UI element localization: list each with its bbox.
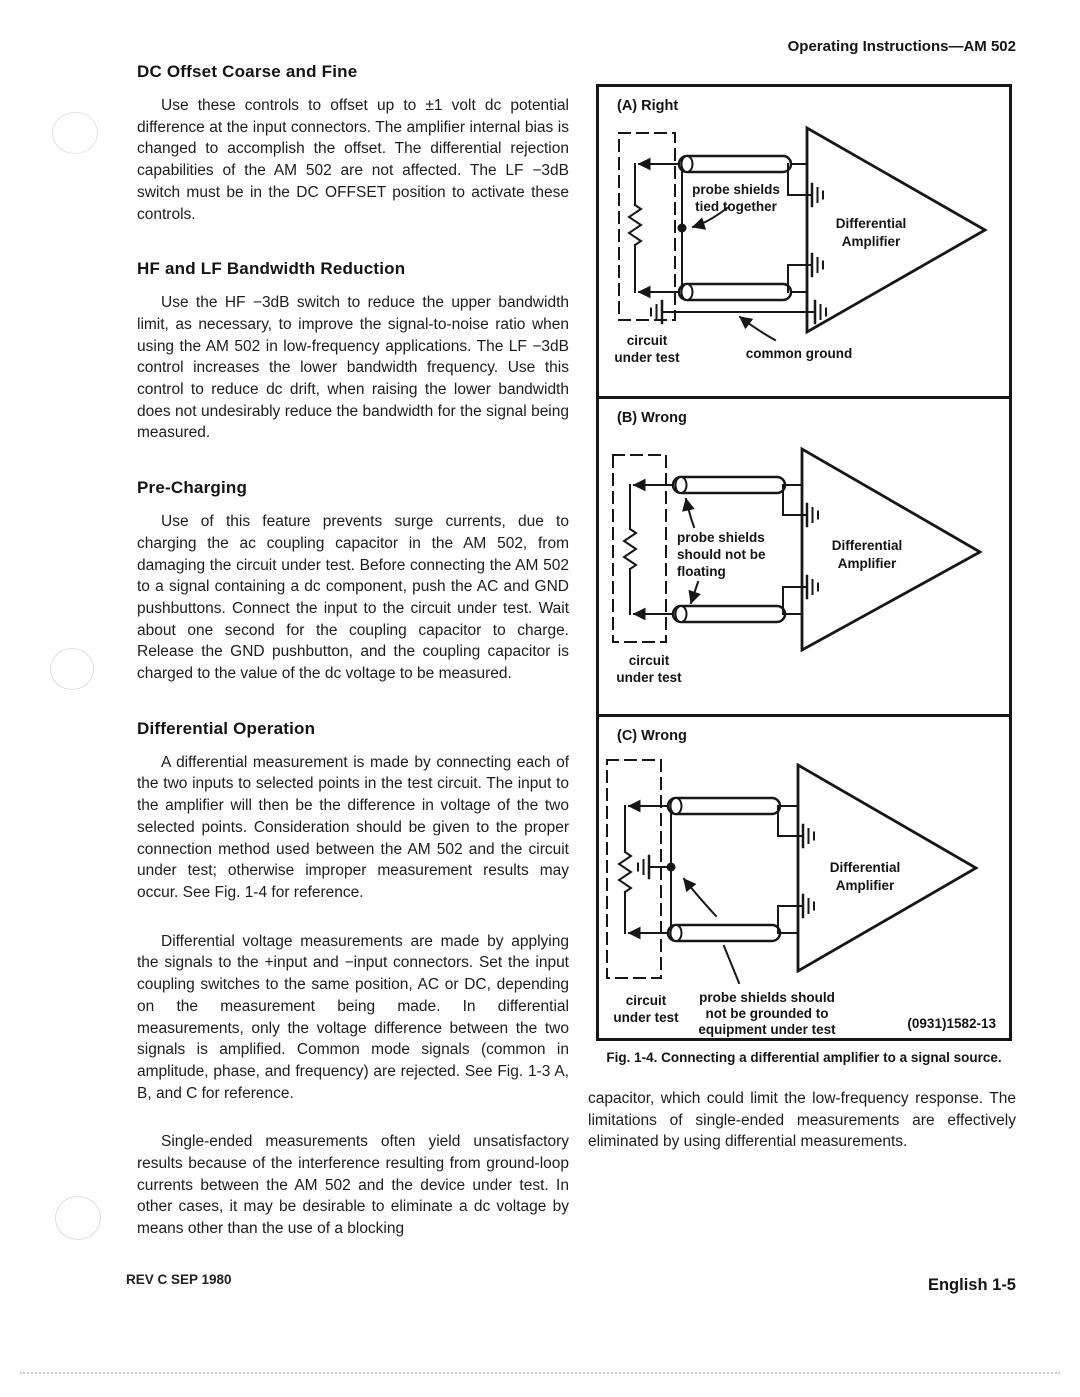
probe-cable-bottom xyxy=(629,925,797,941)
section-bandwidth-reduction xyxy=(137,259,569,444)
annotation-probe-shields: not be grounded to xyxy=(705,1006,829,1021)
annotation-probe-shields: should not be xyxy=(677,547,766,562)
scan-edge-artifact xyxy=(20,1372,1060,1374)
section-heading: Pre-Charging xyxy=(137,478,248,498)
figure-panel-a xyxy=(599,87,1009,396)
minus-input-ground-icon xyxy=(778,895,814,933)
common-ground-label: common ground xyxy=(745,346,853,361)
diagram-wrong-grounded-shields xyxy=(599,717,1009,1038)
annotation-probe-shields: tied together xyxy=(695,199,777,214)
annotation-probe-shields: equipment under test xyxy=(698,1022,836,1037)
circuit-under-test-label: circuit xyxy=(628,653,670,668)
probe-cable-top xyxy=(634,477,802,493)
continuation-paragraph: capacitor, which could limit the low-frequency response. The limitations of single-ended measurements are effectively eliminated by using differential measurements. xyxy=(588,1090,1016,1151)
section-dc-offset xyxy=(137,62,569,225)
figure-part-number: (0931)1582-13 xyxy=(907,1016,996,1031)
figure-panel-b xyxy=(599,396,1009,714)
amplifier-label: Differential xyxy=(829,860,901,875)
minus-input-ground-icon xyxy=(783,576,818,614)
resistor-symbol xyxy=(624,529,636,569)
annotation-arrow-common-ground xyxy=(740,317,775,340)
diagram-wrong-floating-shields xyxy=(599,399,1009,714)
annotation-probe-shields: probe shields should xyxy=(699,990,835,1005)
amplifier-label: Amplifier xyxy=(835,878,895,893)
amplifier-label: Differential xyxy=(835,216,907,231)
minus-input-ground-icon xyxy=(788,254,823,292)
body-paragraph: Use of this feature prevents surge currents, due to charging the ac coupling capacitor in the AM 502, from damaging the circuit under test. Before connecting the AM 502 to a signal containing a dc component, push the AC and GND pushbuttons. Connect the input to the circuit under test. Wait about one second for the coupling capacitor to charge. Release the GND pushbutton, and the coupling capacitor is charged to the value of the dc voltage to be measured. xyxy=(137,513,569,683)
circuit-under-test-label: circuit xyxy=(625,993,667,1008)
text-column xyxy=(137,62,569,1240)
revision-note: REV C SEP 1980 xyxy=(126,1272,232,1287)
resistor-symbol xyxy=(629,205,641,245)
section-heading: HF and LF Bandwidth Reduction xyxy=(137,259,406,279)
page-header-title: Operating Instructions—AM 502 xyxy=(787,38,1016,55)
annotation-probe-shields: probe shields xyxy=(677,530,765,545)
section-differential-operation xyxy=(137,719,569,1240)
shield-tie-junction-dot xyxy=(678,224,687,233)
body-paragraph: Single-ended measurements often yield unsatisfactory results because of the interference resulting from ground-loop currents between the AM 502 and the device under test. In other cases, it may be desirable to eliminate a dc voltage by means other than the use of a blocking xyxy=(137,1133,569,1238)
panel-b-label: (B) Wrong xyxy=(617,410,687,426)
annotation-leader-line xyxy=(724,946,739,983)
figure-caption: Fig. 1-4. Connecting a differential amplifier to a signal source. xyxy=(606,1050,1002,1065)
probe-cable-bottom xyxy=(634,606,802,622)
probe-cable-bottom xyxy=(639,284,807,300)
diagram-right-connection xyxy=(599,87,1009,396)
panel-c-label: (C) Wrong xyxy=(617,728,687,744)
annotation-probe-shields: floating xyxy=(677,564,726,579)
amplifier-label: Amplifier xyxy=(837,556,897,571)
scan-artifact xyxy=(50,648,94,690)
shield-tie-line xyxy=(667,814,676,925)
section-heading: Differential Operation xyxy=(137,718,316,738)
shield-tie-line xyxy=(678,172,687,284)
panel-a-label: (A) Right xyxy=(617,98,679,114)
amplifier-label: Differential xyxy=(831,538,903,553)
body-paragraph: Use the HF −3dB switch to reduce the upper bandwidth limit, as necessary, to improve the signal-to-noise ratio when using the AM 502 in low-frequency applications. The LF −3dB control increases the lower bandwidth frequency. Use this control to reduce dc drift, when raising the lower bandwidth does not undesirably reduce the bandwidth for the signal being measured. xyxy=(137,294,569,442)
figure-1-4 xyxy=(596,84,1012,1041)
probe-cable-top xyxy=(629,798,797,814)
resistor-symbol xyxy=(619,852,631,892)
annotation-arrow-bottom-shield xyxy=(691,582,698,603)
plus-input-ground-icon xyxy=(788,164,823,206)
annotation-arrow-top-shield xyxy=(686,499,694,527)
scan-artifact xyxy=(55,1196,101,1240)
plus-input-ground-icon xyxy=(778,806,814,847)
body-paragraph: Differential voltage measurements are made by applying the signals to the +input and −input connectors. Set the input coupling switches to the same position, AC or DC, depending on the measurement being made. In differential measurements, only the voltage difference between the two signals is amplified. Common mode signals (common in amplitude, phase, and frequency) are rejected. See Fig. 1-3 A, B, and C for reference. xyxy=(137,932,569,1102)
section-heading: DC Offset Coarse and Fine xyxy=(137,62,358,81)
scan-artifact xyxy=(52,112,98,154)
circuit-under-test-label: under test xyxy=(614,350,680,365)
section-pre-charging xyxy=(137,478,569,685)
circuit-under-test-label: circuit xyxy=(626,333,668,348)
page-number: English 1-5 xyxy=(927,1276,1016,1294)
figure-panel-c xyxy=(599,714,1009,1038)
circuit-under-test-box xyxy=(607,760,661,978)
circuit-under-test-label: under test xyxy=(613,1010,679,1025)
plus-input-ground-icon xyxy=(783,485,818,526)
body-paragraph: A differential measurement is made by connecting each of the two inputs to selected points in the test circuit. The input to the amplifier will then be the difference in voltage of the two selected points. Consideration should be given to the proper connection method used between the AM 502 and the circuit under test; otherwise improper measurement results may occur. See Fig. 1-4 for reference. xyxy=(137,753,569,901)
amplifier-label: Amplifier xyxy=(841,234,901,249)
annotation-probe-shields: probe shields xyxy=(692,182,780,197)
annotation-arrow-shield-ground xyxy=(684,879,716,916)
shield-ground-icon xyxy=(638,856,671,878)
circuit-under-test-label: under test xyxy=(616,670,682,685)
body-paragraph: Use these controls to offset up to ±1 volt dc potential difference at the input connectors. The amplifier internal bias is changed to accomplish the offset. The differential rejection capabilities of the AM 502 are not affected. The LF −3dB switch must be in the DC OFFSET position to activate these controls. xyxy=(137,97,569,223)
probe-cable-top xyxy=(639,156,807,172)
